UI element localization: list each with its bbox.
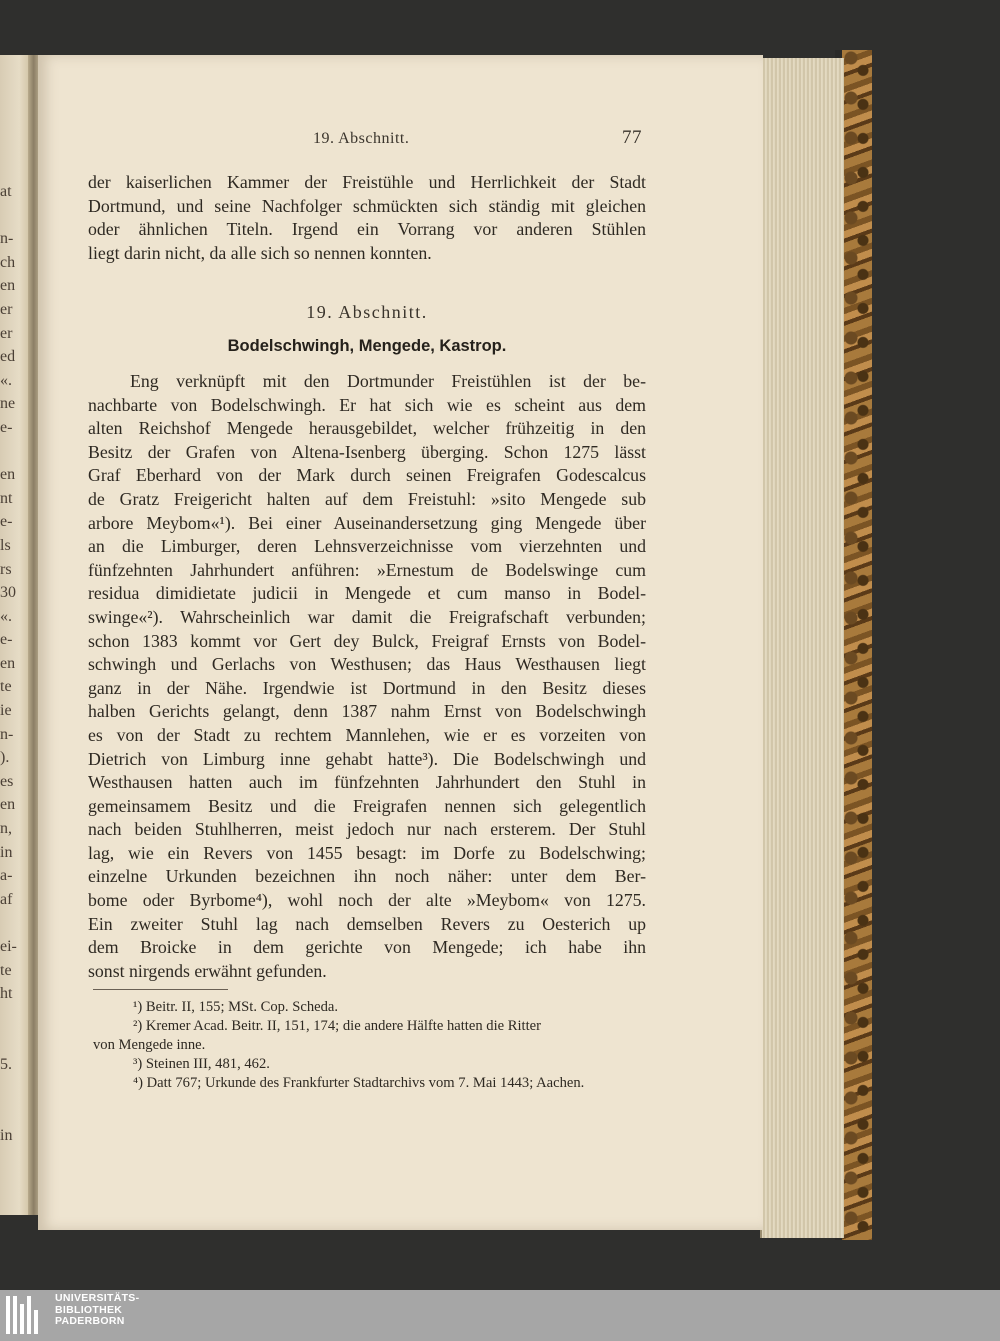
left-page-fragment (0, 440, 14, 464)
text-line: alten Reichshof Mengede herausgebildet, welcher frühzeitig in den (88, 418, 646, 439)
text-line: Dietrich von Limburg inne gehabt hatte³). Die Bodelschwingh und (88, 748, 646, 769)
left-page-text-fragments (0, 180, 17, 1147)
left-page-fragment: ht (0, 985, 13, 1003)
left-page-fragment: «. (0, 371, 12, 389)
footnote-line: ¹) Beitr. II, 155; MSt. Cop. Scheda. (133, 999, 339, 1015)
left-page-fragment: en (0, 654, 16, 672)
text-line: einzelne Urkunden bezeichnen ihn noch näher: unter dem Ber- (88, 866, 646, 887)
library-logo-icon (6, 1296, 40, 1334)
text-line: Ein zweiter Stuhl lag nach demselben Revers zu Oesterich up (88, 913, 646, 934)
text-line: schon 1383 kommt vor Gert dey Bulck, Freigraf Ernsts von Bodel- (88, 630, 646, 651)
text-line: bome oder Byrbome⁴), wohl noch der alte »Meybom« von 1275. (88, 890, 646, 911)
text-line: de Gratz Freigericht halten auf dem Freistuhl: »sito Mengede sub (88, 488, 646, 509)
text-line: es von der Stadt zu rechtem Mannlehen, wie er es vorzeiten von (88, 724, 646, 745)
left-page-fragment: e- (0, 631, 13, 649)
footer-bar (0, 1290, 1000, 1341)
text-line: residua dimidietate judicii in Mengede et cum manso in Bodel- (88, 583, 646, 604)
left-page-fragment (0, 911, 14, 935)
text-line: liegt darin nicht, da alle sich so nennen konnten. (88, 242, 432, 263)
paragraph-2 (88, 370, 646, 983)
left-page-fragment: «. (0, 607, 12, 625)
left-page-fragment: ed (0, 348, 16, 366)
footnote-rule (93, 989, 228, 990)
text-line: halben Gerichts gelangt, denn 1387 nahm Ernst von Bodelschwingh (88, 701, 646, 722)
text-line: fünfzehnten Jahrhundert anführen: »Ernestum de Bodelswinge cum (88, 559, 646, 580)
footnote-line: von Mengede inne. (93, 1037, 206, 1053)
left-page-fragment: en (0, 466, 16, 484)
left-page-fragment: n, (0, 820, 12, 838)
left-page-fragment: er (0, 300, 13, 318)
library-logo-text (55, 1293, 139, 1328)
text-line: swinge«²). Wahrscheinlich war damit die Freigrafschaft verbunden; (88, 606, 646, 627)
logo-line-3: PADERBORN (55, 1315, 125, 1327)
logo-line-1: UNIVERSITÄTS- (55, 1292, 140, 1304)
page-number: 77 (622, 127, 642, 148)
text-line: lag, wie ein Revers von 1455 besagt: im Dorfe zu Bodelschwing; (88, 842, 646, 863)
footnote-line: ²) Kremer Acad. Beitr. II, 151, 174; die andere Hälfte hatten die Ritter (133, 1018, 541, 1034)
text-line: Eng verknüpft mit den Dortmunder Freistühlen ist der be- (130, 371, 646, 391)
text-line: nachbarte von Bodelschwingh. Er hat sich wie es scheint aus dem (88, 394, 646, 415)
text-line: gemeinsamem Besitz und die Freigrafen nennen sich gelegentlich (88, 795, 646, 816)
left-page-fragment: in (0, 1126, 13, 1144)
left-page-fragment: ei- (0, 938, 17, 955)
text-line: der kaiserlichen Kammer der Freistühle und Herrlichkeit der Stadt (88, 172, 646, 192)
text-line: Besitz der Grafen von Altena-Isenberg überging. Schon 1275 lässt (88, 441, 646, 462)
left-page-fragment: 30 (0, 584, 16, 602)
text-line: Dortmund, und seine Nachfolger schmückten sich ständig mit gleichen (88, 195, 646, 216)
left-page-fragment: 5. (0, 1055, 12, 1073)
left-page-fragment: nt (0, 489, 13, 507)
left-page-fragment: en (0, 796, 16, 814)
left-page-fragment: ). (0, 749, 10, 767)
running-head-title: 19. Abschnitt. (313, 130, 410, 147)
left-page-fragment (0, 204, 14, 228)
text-line: nach beiden Stuhlherren, meist jedoch nur nach ersterem. Der Stuhl (88, 819, 646, 840)
left-page-fragment: te (0, 678, 12, 696)
left-page-fragment: ne (0, 395, 16, 413)
footnote-line: ³) Steinen III, 481, 462. (133, 1056, 270, 1072)
left-page-fragment: en (0, 277, 16, 295)
logo-line-2: BIBLIOTHEK (55, 1303, 123, 1316)
left-page-fragment: e- (0, 513, 13, 531)
page-stack-edge (760, 58, 844, 1238)
text-line: schwingh und Gerlachs von Westhusen; das Haus Westhausen liegt (88, 654, 646, 675)
section-heading: 19. Abschnitt. (306, 302, 428, 322)
footnotes (93, 998, 649, 1093)
left-page-fragment: e- (0, 418, 13, 436)
left-page-fragment: ie (0, 702, 12, 720)
left-page-fragment (0, 1029, 14, 1053)
text-line: sonst nirgends erwähnt gefunden. (88, 960, 327, 981)
left-page-fragment: n- (0, 230, 14, 248)
text-line: Graf Eberhard von der Mark durch seinen Freigrafen Godescalcus (88, 465, 646, 486)
left-page-fragment: ls (0, 536, 11, 554)
paragraph-1 (88, 171, 646, 265)
text-line: an die Limburger, deren Lehnsverzeichnisse vom vierzehnten und (88, 536, 646, 557)
left-page-fragment: a- (0, 867, 13, 885)
left-page-fragment: af (0, 890, 13, 908)
text-line: dem Broicke in dem gerichte von Mengede; ich habe ihn (88, 937, 646, 958)
left-page-fragment: ch (0, 253, 16, 271)
left-page-fragment: n- (0, 725, 14, 743)
footnote-line: ⁴) Datt 767; Urkunde des Frankfurter Stadtarchivs vom 7. Mai 1443; Aachen. (133, 1075, 585, 1091)
left-page-fragment (0, 1100, 14, 1124)
left-page-fragment: rs (0, 560, 12, 578)
marbled-cover-board (842, 50, 872, 1240)
left-page-fragment: in (0, 843, 13, 861)
left-page-fragment (0, 1006, 14, 1030)
text-line: ganz in der Nähe. Irgendwie ist Dortmund in den Besitz dieses (88, 677, 646, 698)
text-line: oder ähnlichen Titeln. Irgend ein Vorrang vor anderen Stühlen (88, 219, 646, 240)
left-page-fragment: es (0, 772, 14, 790)
text-line: arbore Meybom«¹). Bei einer Auseinandersetzung ging Mengede über (88, 512, 646, 533)
left-page-fragment: er (0, 324, 13, 342)
left-page-fragment: te (0, 961, 12, 979)
left-page-fragment: at (0, 183, 12, 200)
left-page-fragment (0, 1077, 14, 1101)
text-line: Westhausen hatten auch im fünfzehnten Jahrhundert den Stuhl in (88, 772, 646, 793)
section-title: Bodelschwingh, Mengede, Kastrop. (227, 337, 507, 355)
